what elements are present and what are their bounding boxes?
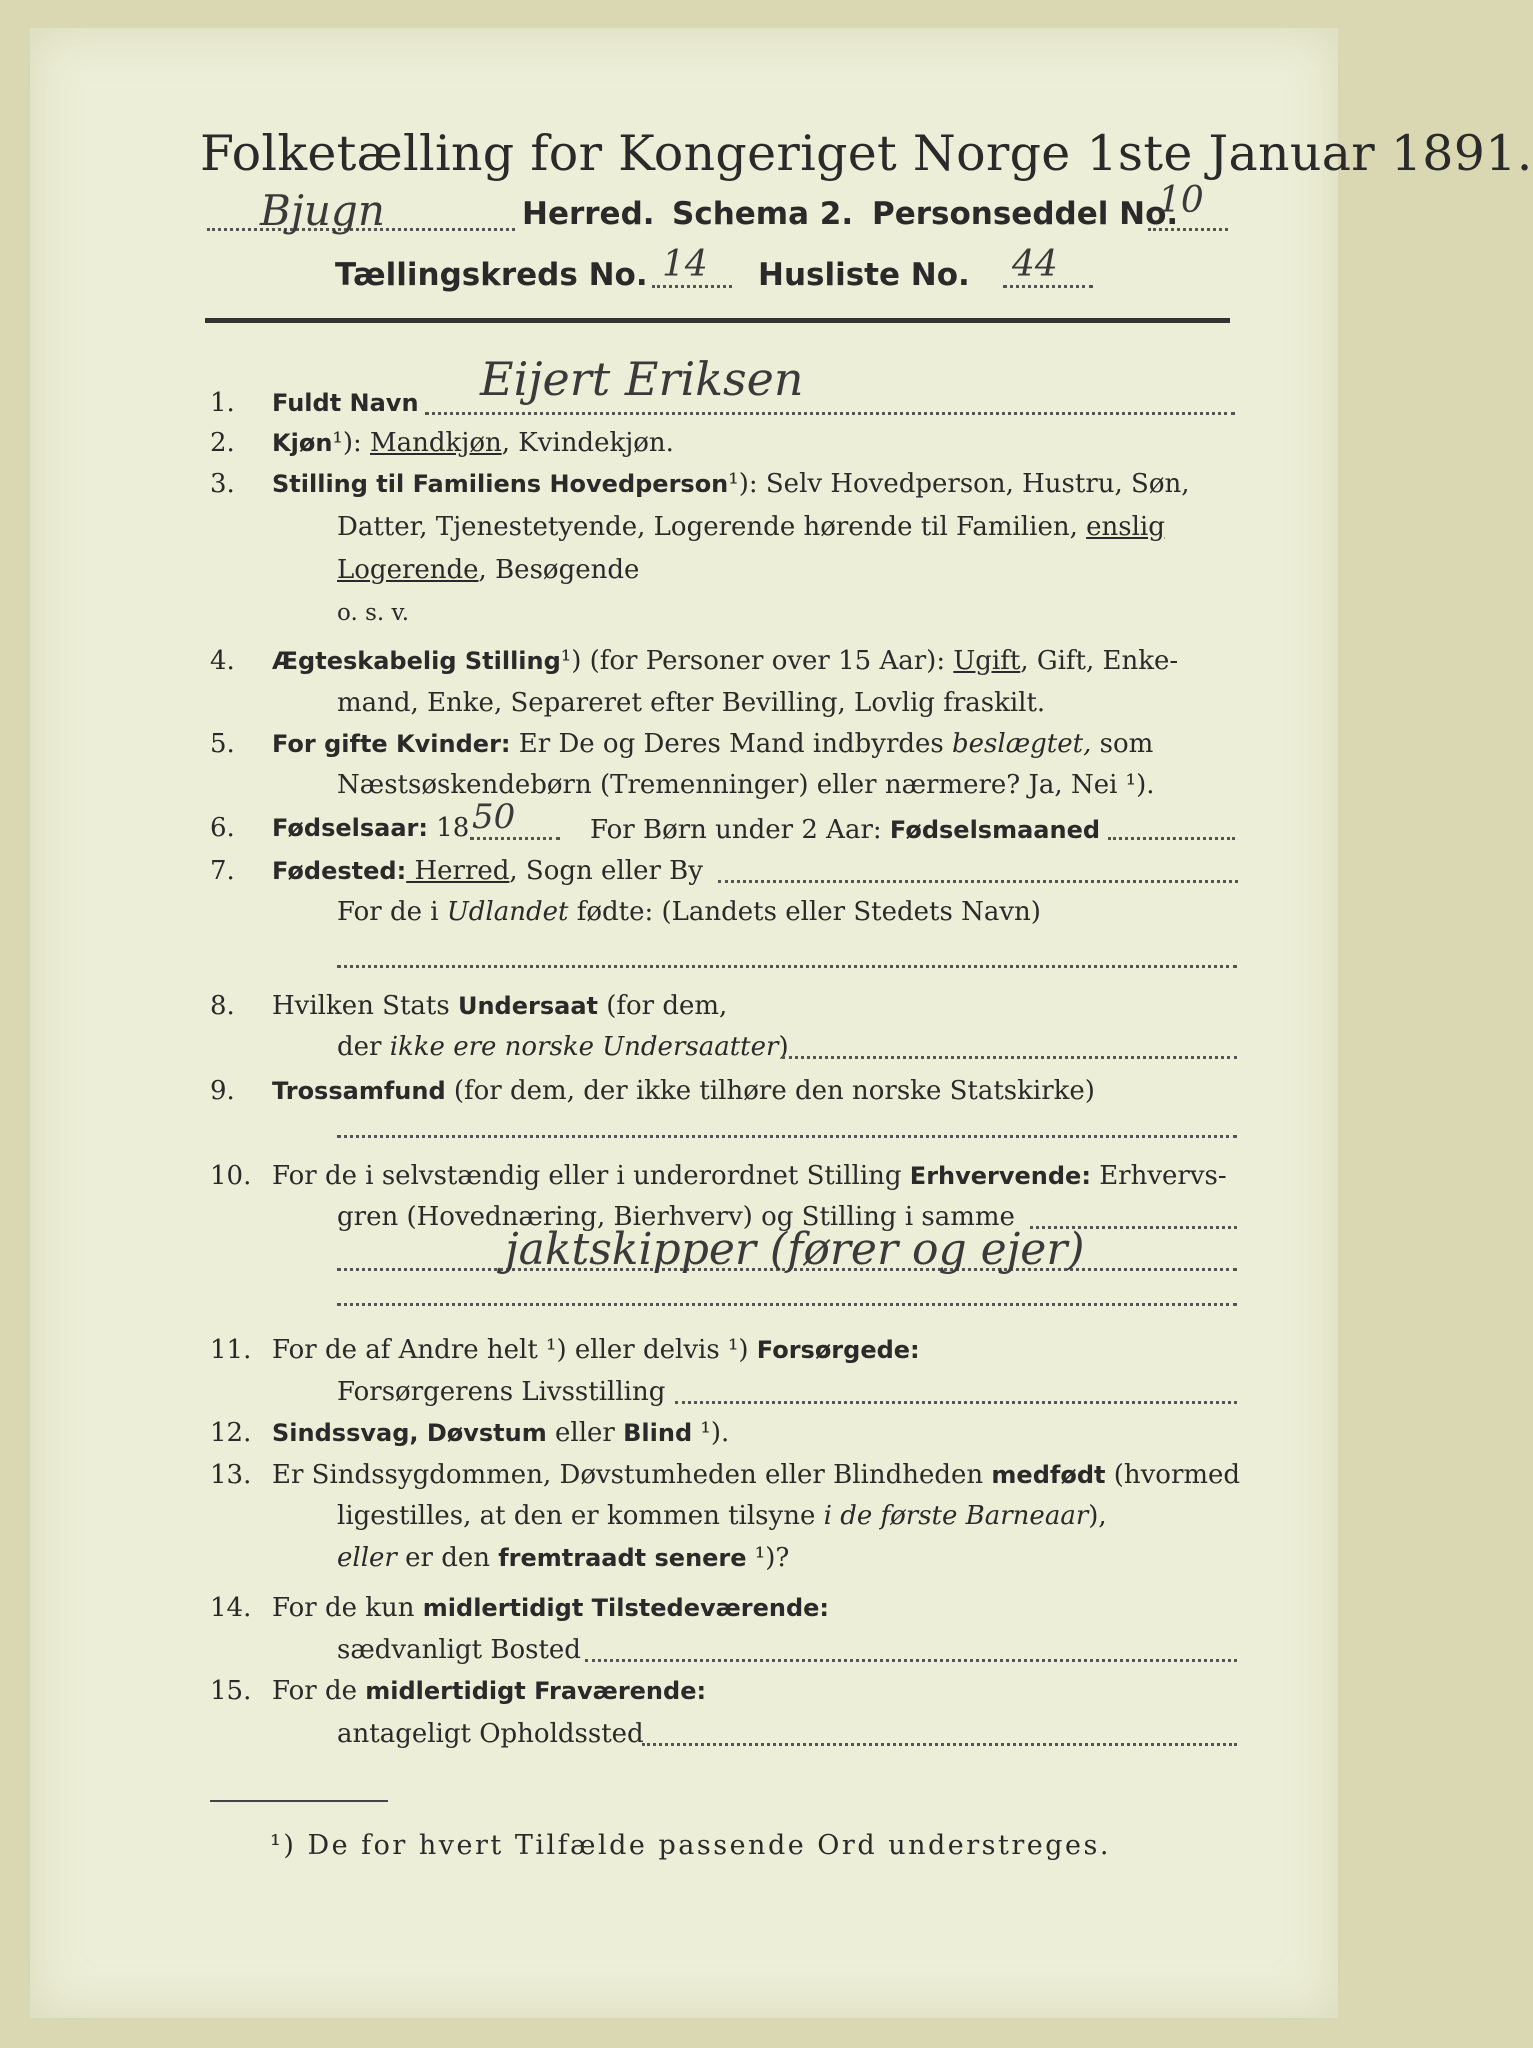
husliste-dotted-line bbox=[1003, 285, 1093, 288]
taellingskreds-label: Tællingskreds No. bbox=[335, 257, 648, 293]
item-3: 3. Stilling til Familiens Hovedperson¹): Selv Hovedperson, Hustru, Søn, bbox=[210, 469, 1190, 499]
herred-handwritten: Bjugn bbox=[260, 186, 385, 235]
census-form-sheet bbox=[30, 28, 1338, 2018]
item-15-line-2: antageligt Opholdssted bbox=[337, 1719, 644, 1749]
fodested-dotted-line bbox=[718, 880, 1238, 883]
item-13-line-2: ligestilles, at den er kommen tilsyne i de første Barneaar), bbox=[337, 1501, 1107, 1531]
item-7-line-2: For de i Udlandet fødte: (Landets eller Stedets Navn) bbox=[337, 897, 1041, 927]
husliste-number: 44 bbox=[1012, 244, 1058, 285]
bosted-dotted-line bbox=[585, 1659, 1237, 1662]
undersaat-dotted-line bbox=[782, 1056, 1237, 1059]
item-13: 13. Er Sindssygdommen, Døvstumheden eller Blindheden medfødt (hvormed bbox=[210, 1460, 1241, 1490]
footnote: ¹) De for hvert Tilfælde passende Ord understreges. bbox=[270, 1830, 1111, 1861]
forsorger-dotted-line bbox=[675, 1401, 1237, 1404]
header-rule bbox=[205, 318, 1230, 323]
item-6: 6. Fødselsaar: 18 bbox=[210, 813, 470, 843]
form-title: Folketælling for Kongeriget Norge 1ste Januar 1891. bbox=[200, 125, 1533, 182]
schema-label: Schema 2. bbox=[672, 196, 854, 232]
fodselsaar-dotted-line bbox=[470, 837, 560, 840]
item-10-line-2: gren (Hovednæring, Bierhverv) og Stilling i samme bbox=[337, 1202, 1015, 1232]
item-5: 5. For gifte Kvinder: Er De og Deres Mand indbyrdes beslægtet, som bbox=[210, 729, 1154, 759]
erhverv-dotted-line-3 bbox=[337, 1303, 1237, 1306]
item-14-line-2: sædvanligt Bosted bbox=[337, 1635, 581, 1665]
item-12: 12. Sindssvag, Døvstum eller Blind ¹). bbox=[210, 1418, 730, 1448]
item-3-line-2: Datter, Tjenestetyende, Logerende hørende til Familien, enslig bbox=[337, 512, 1165, 542]
item-10: 10. For de i selvstændig eller i underordnet Stilling Erhvervende: Erhvervs- bbox=[210, 1161, 1227, 1191]
item-3-line-3: Logerende, Besøgende bbox=[337, 555, 640, 585]
husliste-label: Husliste No. bbox=[758, 257, 970, 293]
item-5-line-2: Næstsøskendebørn (Tremenninger) eller nærmere? Ja, Nei ¹). bbox=[337, 770, 1155, 800]
item-9: 9. Trossamfund (for dem, der ikke tilhøre den norske Statskirke) bbox=[210, 1076, 1095, 1106]
personseddel-number: 10 bbox=[1158, 180, 1204, 221]
trossamfund-dotted-line bbox=[337, 1135, 1237, 1138]
taellingskreds-dotted-line bbox=[652, 285, 732, 288]
item-2: 2. Kjøn¹): Mandkjøn, Kvindekjøn. bbox=[210, 428, 674, 458]
item-13-line-3: eller er den fremtraadt senere ¹)? bbox=[337, 1543, 790, 1573]
fuldt-navn-dotted-line bbox=[425, 412, 1235, 415]
fodselsaar-handwritten: 50 bbox=[472, 797, 516, 837]
fuldt-navn-handwritten: Eijert Eriksen bbox=[480, 352, 804, 406]
item-6-born-text: For Børn under 2 Aar: Fødselsmaaned bbox=[590, 815, 1101, 845]
udlandet-dotted-line bbox=[337, 965, 1237, 968]
personseddel-label: Personseddel No. bbox=[872, 196, 1179, 232]
item-11-line-2: Forsørgerens Livsstilling bbox=[337, 1377, 666, 1407]
opholdssted-dotted-line bbox=[642, 1743, 1237, 1746]
taellingskreds-number: 14 bbox=[662, 244, 708, 285]
item-3-line-4: o. s. v. bbox=[337, 600, 410, 626]
item-14: 14. For de kun midlertidigt Tilstedeværende: bbox=[210, 1593, 830, 1623]
item-7: 7. Fødested: Herred, Sogn eller By bbox=[210, 856, 703, 886]
item-8: 8. Hvilken Stats Undersaat (for dem, bbox=[210, 991, 728, 1021]
item-15: 15. For de midlertidigt Fraværende: bbox=[210, 1676, 707, 1706]
footnote-rule bbox=[210, 1800, 388, 1802]
herred-label: Herred. bbox=[522, 196, 655, 232]
fodselsmaaned-dotted-line bbox=[1108, 837, 1235, 840]
item-8-line-2: der ikke ere norske Undersaatter) bbox=[337, 1032, 789, 1062]
item-4: 4. Ægteskabelig Stilling¹) (for Personer over 15 Aar): Ugift, Gift, Enke- bbox=[210, 646, 1179, 676]
personseddel-dotted-line bbox=[1148, 228, 1228, 231]
item-11: 11. For de af Andre helt ¹) eller delvis ¹) Forsørgede: bbox=[210, 1335, 920, 1365]
item-4-line-2: mand, Enke, Separeret efter Bevilling, Lovlig fraskilt. bbox=[337, 688, 1046, 718]
erhverv-handwritten: jaktskipper (fører og ejer) bbox=[505, 1224, 1085, 1275]
item-1: 1. Fuldt Navn bbox=[210, 388, 419, 418]
